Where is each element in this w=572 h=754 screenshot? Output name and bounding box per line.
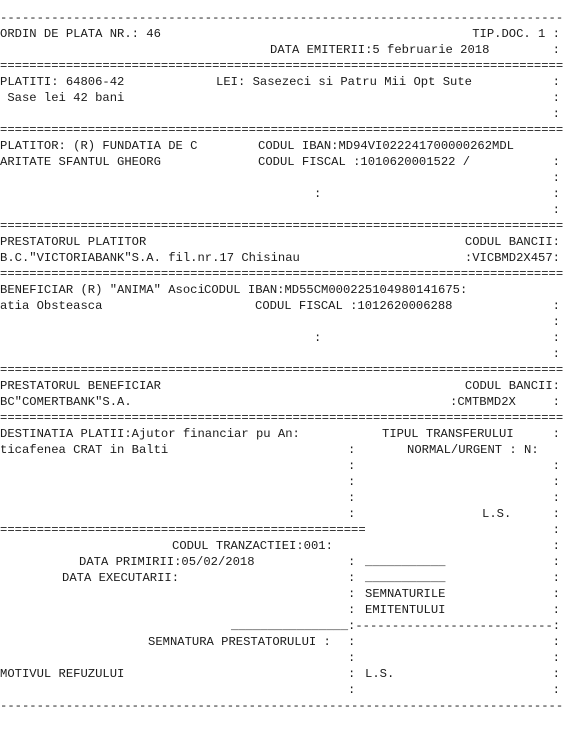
rule: ============================================================================= bbox=[0, 59, 564, 73]
beneficiary-name-1: BENEFICIAR (R) "ANIMA" Asoci bbox=[0, 283, 205, 297]
order-header-line bbox=[0, 26, 572, 42]
refusal-line: MOTIVUL REFUZULUI : L.S. : bbox=[0, 667, 560, 681]
beneficiary-bank-code-label: CODUL BANCII: bbox=[464, 379, 560, 393]
payer-bank-label: PRESTATORUL PLATITOR bbox=[0, 235, 147, 249]
transfer-type-value: NORMAL/URGENT : N: bbox=[407, 443, 539, 457]
purpose-1: DESTINATIA PLATII:Ajutor financiar pu An: bbox=[0, 427, 300, 441]
beneficiary-bank-name: BC"COMERTBANK"S.A. bbox=[0, 395, 132, 409]
transaction-code: CODUL TRANZACTIEI:001: bbox=[172, 539, 333, 553]
execution-date: DATA EXECUTARII: bbox=[62, 571, 180, 585]
execution-date-line: DATA EXECUTARII: : ___________ : bbox=[62, 571, 560, 585]
issuer-signatures-label-1: SEMNATURILE bbox=[365, 587, 446, 601]
bottom-rule: ----------------------------------------------------------------------------- bbox=[0, 699, 564, 713]
amount-platiti: PLATITI: 64806-42 bbox=[0, 75, 125, 89]
payer-fiscal: CODUL FISCAL :1010620001522 / bbox=[258, 155, 471, 169]
provider-signature-label: SEMNATURA PRESTATORULUI : bbox=[148, 635, 331, 649]
rule: ============================================================================= bbox=[0, 363, 564, 377]
payment-order-document: ----------------------------------------------------------------------------- ORDIN DE PLATA NR.: 46 TIP.DOC. 1 : DATA EMITERII:5 februarie 2018 : ============================================================================= PLATITI: 64806-42 LEI: Sasezeci si Patru Mii Opt Sute : Sase lei 42 bani : : ============================================================================= PLATITOR: (R) FUNDATIA DE C CODUL IBAN:MD94VI022241700000262MDL ARITATE SFANTUL GHEORG CODUL FISCAL :1010620001522 / : : : : : ============================================================================= PRESTATORUL PLATITOR CODUL BANCII: B.C."VICTORIABANK"S.A. fil.nr.17 Chisinau :VICBMD2X457: ============================================================================= BENEFICIAR (R) "ANIMA" Asoci CODUL IBAN:MD55CM000225104980141675: atia Obsteasca CODUL FISCAL :1012620006288 : : : : : ============================================================================= PRESTATORUL BENEFICIAR CODUL BANCII: BC"COMERTBANK"S.A. :CMTBMD2X : ============================================================================= DESTINATIA PLATII:Ajutor financiar pu An: TIPUL TRANSFERULUI : ticafenea CRAT in Balti : NORMAL/URGENT : N: : : : : : : : L.S. : ================================================== : CODUL TRANZACTIEI:001: : DATA PRIMIRII:05/02/2018 : ___________ : DATA EXECUTARII: : ___________ : : SEMNATURILE : : EMITENTULUI : ________________ :---------------------------: SEMNATURA PRESTATORULUI : : : : : MOTIVUL REFUZULUI : L.S. : : : ----------------------------------------------------------------------------- bbox=[0, 0, 572, 754]
payer-bank-name: B.C."VICTORIABANK"S.A. fil.nr.17 Chisinau bbox=[0, 251, 300, 265]
top-rule: ----------------------------------------------------------------------------- bbox=[0, 11, 564, 25]
beneficiary-bank-line-2: BC"COMERTBANK"S.A. :CMTBMD2X : bbox=[0, 395, 560, 409]
receipt-date-line: DATA PRIMIRII:05/02/2018 : ___________ : bbox=[79, 555, 560, 569]
order-number: ORDIN DE PLATA NR.: 46 bbox=[0, 27, 161, 41]
amount-line: PLATITI: 64806-42 LEI: Sasezeci si Patru Mii Opt Sute : bbox=[0, 75, 560, 89]
payer-name-1: PLATITOR: (R) FUNDATIA DE C bbox=[0, 139, 198, 153]
refusal-label: MOTIVUL REFUZULUI bbox=[0, 667, 125, 681]
beneficiary-iban: CODUL IBAN:MD55CM000225104980141675: bbox=[204, 283, 468, 297]
beneficiary-bank-code: :CMTBMD2X bbox=[450, 395, 516, 409]
beneficiary-bank-label: PRESTATORUL BENEFICIAR bbox=[0, 379, 161, 393]
amount-words-2: Sase lei 42 bani bbox=[0, 91, 125, 105]
rule: ============================================================================= bbox=[0, 219, 564, 233]
payer-bank-code-label: CODUL BANCII: bbox=[464, 235, 560, 249]
provider-signature-line: SEMNATURA PRESTATORULUI : : : bbox=[148, 635, 560, 649]
beneficiary-bank-line-1 bbox=[0, 378, 572, 394]
amount-words-1: LEI: Sasezeci si Patru Mii Opt Sute bbox=[216, 75, 472, 89]
ls-stamp-2: L.S. bbox=[365, 667, 395, 681]
payer-bank-line-1 bbox=[0, 234, 572, 250]
beneficiary-line-1 bbox=[0, 282, 572, 298]
ls-stamp-1: L.S. bbox=[482, 507, 512, 521]
transaction-code-line: CODUL TRANZACTIEI:001: : bbox=[172, 539, 560, 553]
payer-bank-line-2 bbox=[0, 250, 572, 266]
payer-name-2: ARITATE SFANTUL GHEORG bbox=[0, 155, 161, 169]
issue-date-line: DATA EMITERII:5 februarie 2018 : bbox=[270, 43, 560, 57]
amount-line-2: Sase lei 42 bani : bbox=[0, 91, 560, 105]
doc-type: TIP.DOC. 1 : bbox=[472, 27, 560, 41]
issue-date: DATA EMITERII:5 februarie 2018 bbox=[270, 43, 490, 57]
purpose-line-1: DESTINATIA PLATII:Ajutor financiar pu An: TIPUL TRANSFERULUI : bbox=[0, 427, 560, 441]
purpose-line-2: ticafenea CRAT in Balti : NORMAL/URGENT : N: bbox=[0, 443, 539, 457]
issuer-signatures-label-2: EMITENTULUI bbox=[365, 603, 446, 617]
receipt-date: DATA PRIMIRII:05/02/2018 bbox=[79, 555, 255, 569]
payer-iban: CODUL IBAN:MD94VI022241700000262MDL bbox=[258, 139, 514, 153]
rule: ============================================================================= bbox=[0, 267, 564, 281]
beneficiary-fiscal: CODUL FISCAL :1012620006288 bbox=[255, 299, 453, 313]
payer-bank-code: :VICBMD2X457: bbox=[464, 251, 560, 265]
transfer-type-label: TIPUL TRANSFERULUI bbox=[382, 427, 514, 441]
payer-line-2: ARITATE SFANTUL GHEORG CODUL FISCAL :1010620001522 / : bbox=[0, 155, 560, 169]
payer-line-1 bbox=[0, 138, 572, 154]
purpose-2: ticafenea CRAT in Balti bbox=[0, 443, 169, 457]
beneficiary-name-2: atia Obsteasca bbox=[0, 299, 103, 313]
rule: ============================================================================= bbox=[0, 411, 564, 425]
rule-partial: ================================================== : bbox=[0, 523, 560, 537]
rule: ============================================================================= bbox=[0, 123, 564, 137]
beneficiary-line-2: atia Obsteasca CODUL FISCAL :1012620006288 : bbox=[0, 299, 560, 313]
